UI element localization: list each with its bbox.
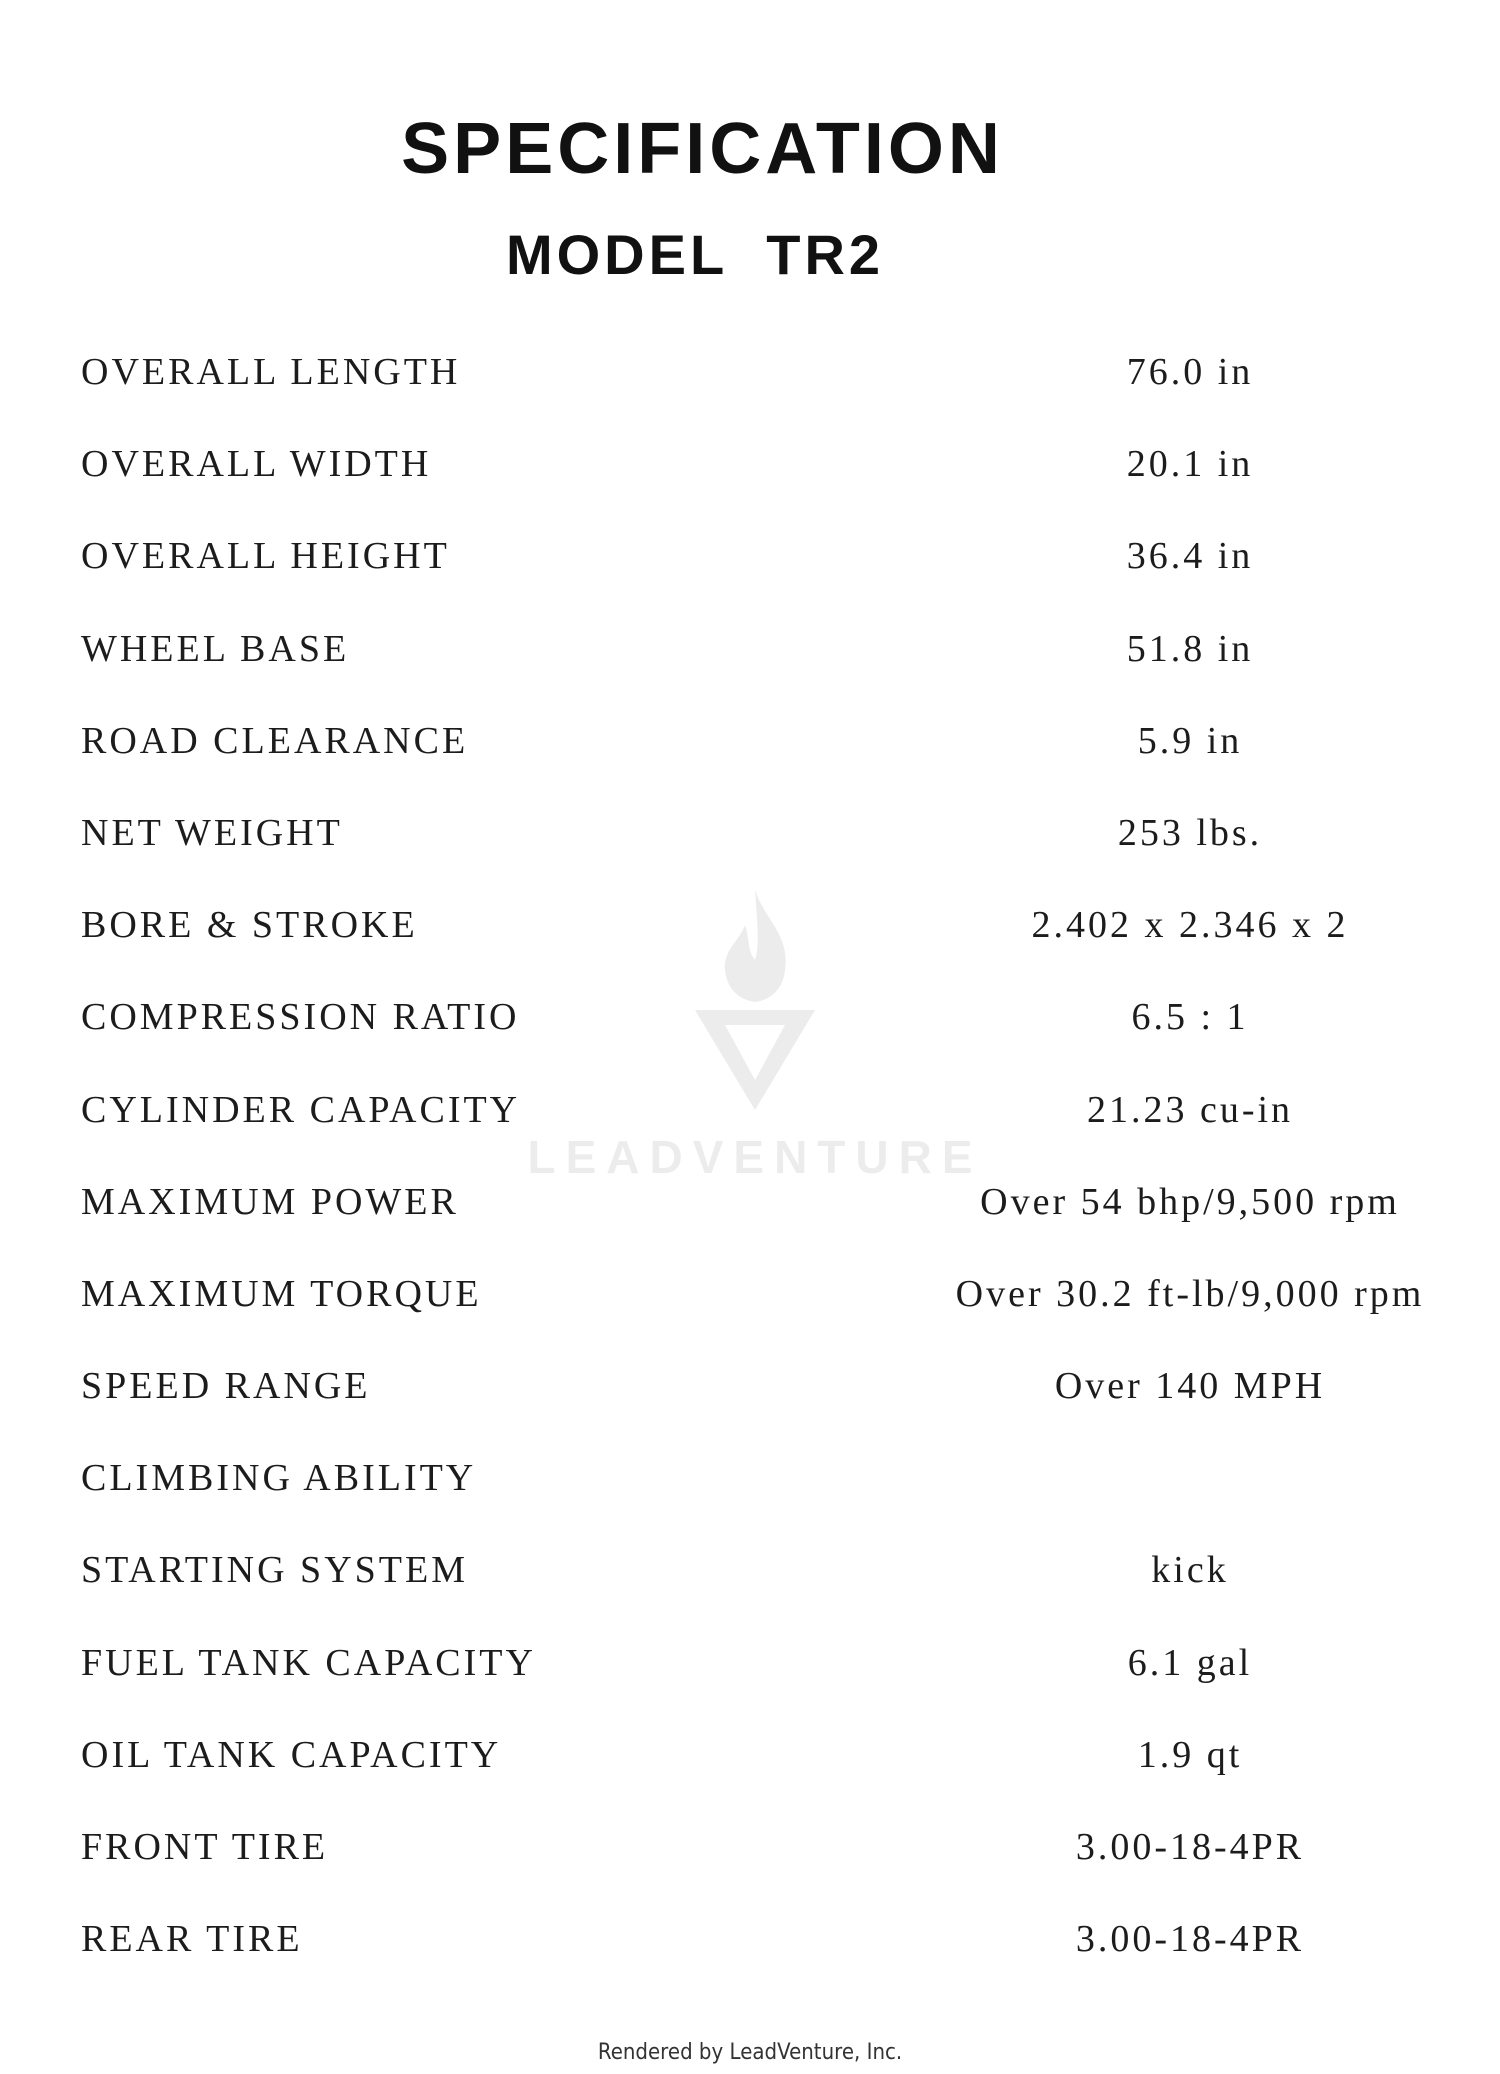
spec-value: 21.23 cu-in	[1086, 1088, 1294, 1131]
spec-value: kick	[1151, 1549, 1229, 1592]
spec-value: 51.8 in	[1126, 627, 1254, 670]
spec-label: MAXIMUM POWER	[81, 1180, 459, 1223]
spec-row-overall-width	[0, 442, 1500, 534]
spec-row-wheel-base	[0, 627, 1500, 719]
spec-value: Over 30.2 ft-lb/9,000 rpm	[955, 1272, 1425, 1315]
spec-row-oil-tank-capacity	[0, 1733, 1500, 1825]
spec-label: REAR TIRE	[81, 1918, 303, 1961]
spec-value: 5.9 in	[1137, 719, 1243, 762]
spec-label: FUEL TANK CAPACITY	[81, 1641, 536, 1684]
spec-label: SPEED RANGE	[81, 1365, 371, 1408]
spec-row-overall-length	[0, 350, 1500, 442]
spec-row-maximum-torque	[0, 1272, 1500, 1364]
spec-row-road-clearance	[0, 719, 1500, 811]
watermark-text: LEADVENTURE	[527, 1131, 983, 1183]
spec-row-overall-height	[0, 534, 1500, 626]
spec-value: Over 140 MPH	[1054, 1365, 1326, 1408]
spec-value: 6.5 : 1	[1131, 996, 1249, 1039]
spec-row-compression-ratio	[0, 995, 1500, 1087]
spec-label: COMPRESSION RATIO	[81, 996, 520, 1039]
spec-label: FRONT TIRE	[81, 1826, 329, 1868]
spec-label: NET WEIGHT	[81, 811, 343, 854]
spec-row-bore-stroke	[0, 903, 1500, 995]
spec-label: ROAD CLEARANCE	[81, 719, 469, 762]
spec-value: 3.00-18-4PR	[1075, 1826, 1305, 1868]
spec-label: OIL TANK CAPACITY	[81, 1733, 502, 1776]
spec-value: 253 lbs.	[1117, 811, 1263, 854]
spec-label: OVERALL LENGTH	[81, 351, 461, 393]
spec-value: 36.4 in	[1126, 535, 1254, 578]
spec-value: Over 54 bhp/9,500 rpm	[980, 1180, 1400, 1223]
spec-label: OVERALL WIDTH	[81, 443, 432, 486]
spec-row-fuel-tank-capacity	[0, 1641, 1500, 1733]
spec-list	[0, 350, 1500, 2009]
spec-label: CYLINDER CAPACITY	[81, 1088, 521, 1131]
spec-value: 2.402 x 2.346 x 2	[1031, 904, 1349, 947]
spec-label: STARTING SYSTEM	[81, 1549, 468, 1592]
spec-label: BORE & STROKE	[81, 904, 418, 947]
spec-value: 20.1 in	[1126, 443, 1254, 486]
spec-row-front-tire	[0, 1825, 1500, 1917]
spec-row-climbing-ability	[0, 1456, 1500, 1548]
footer-credit: Rendered by LeadVenture, Inc.	[597, 2040, 903, 2065]
model-subtitle: MODEL TR2	[505, 223, 885, 286]
spec-row-net-weight	[0, 811, 1500, 903]
spec-value: 1.9 qt	[1137, 1733, 1243, 1776]
spec-label: CLIMBING ABILITY	[81, 1457, 477, 1500]
spec-value: 76.0 in	[1126, 351, 1254, 393]
spec-row-maximum-power	[0, 1180, 1500, 1272]
spec-row-cylinder-capacity	[0, 1088, 1500, 1180]
spec-value: 6.1 gal	[1127, 1641, 1253, 1684]
spec-row-starting-system	[0, 1548, 1500, 1640]
spec-value: 3.00-18-4PR	[1075, 1918, 1305, 1961]
spec-label: WHEEL BASE	[81, 627, 350, 670]
spec-row-rear-tire	[0, 1917, 1500, 2009]
spec-label: OVERALL HEIGHT	[81, 535, 450, 578]
page-title: SPECIFICATION	[401, 109, 1004, 189]
spec-row-speed-range	[0, 1364, 1500, 1456]
spec-label: MAXIMUM TORQUE	[81, 1272, 482, 1315]
